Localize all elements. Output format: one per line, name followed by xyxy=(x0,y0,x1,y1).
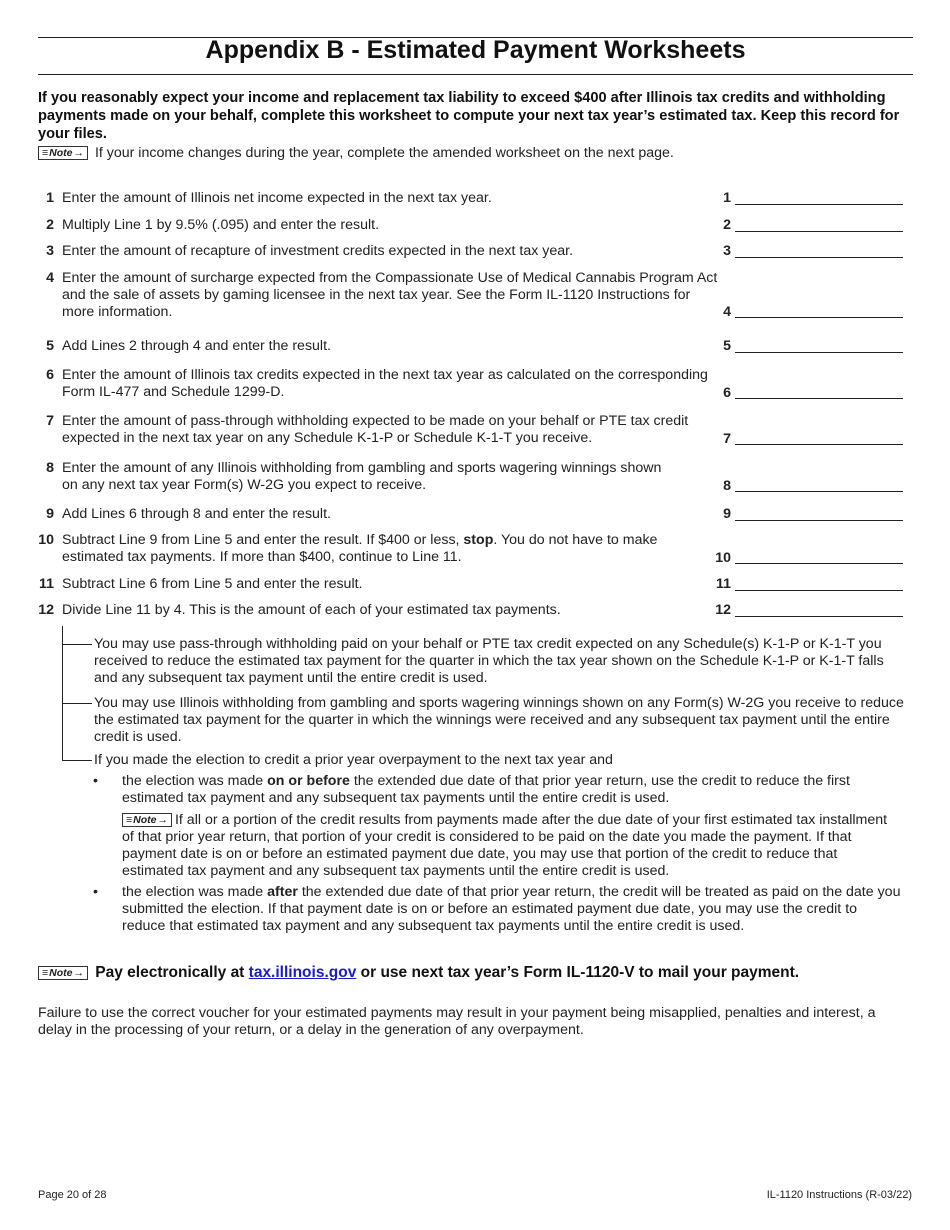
w2g-note: You may use Illinois withholding from gambling and sports wagering winnings shown on any Form(s) W-2G you receive to reduce the estimated tax payment for the quarter in which the winnings were received and any subsequent tax payment until the entire credit is used. xyxy=(94,695,904,745)
tax-illinois-link[interactable]: tax.illinois.gov xyxy=(248,964,357,981)
pay-electronically xyxy=(38,964,913,982)
line-ref: 2 xyxy=(723,217,731,233)
line-ref: 6 xyxy=(723,385,731,401)
line-10-text-a: Subtract Line 9 from Line 5 and enter the result. If $400 or less, xyxy=(62,532,464,548)
page-number: Page 20 of 28 xyxy=(38,1189,107,1201)
line-12-entry[interactable] xyxy=(735,616,903,617)
line-text: Multiply Line 1 by 9.5% (.095) and enter the result. xyxy=(62,217,380,233)
pass-through-note: You may use pass-through withholding paid on your behalf or PTE tax credit expected on any Schedule(s) K-1-P or K-1-T you received to reduce the estimated tax payment for the quarter in which the tax year shown on the Schedule K-1-P or K-1-T falls and any subsequent tax payment until the entire credit is used. xyxy=(94,636,884,686)
line-text: Divide Line 11 by 4. This is the amount of each of your estimated tax payments. xyxy=(62,602,561,618)
line-ref: 4 xyxy=(723,304,731,320)
line-10-stop: stop xyxy=(463,532,494,548)
line-text: Enter the amount of recapture of investment credits expected in the next tax year. xyxy=(62,243,574,259)
pay-text-a: Pay electronically at xyxy=(95,964,249,981)
line-text: Enter the amount of pass-through withholding expected to be made on your behalf or PTE tax credit expected in the next tax year on any Schedule K-1-P or Schedule K-1-T you receive. xyxy=(62,413,689,446)
line-number: 4 xyxy=(46,270,54,286)
line-4-entry[interactable] xyxy=(735,317,903,318)
bullet1-note-text: If all or a portion of the credit results from payments made after the due date of your first estimated tax installment of that prior year return, that portion of your credit is considered to be paid on the date you made the payment. If that payment date is on or before an estimated payment due date, you may use that portion of the credit to reduce that estimated tax payment and any subsequent tax payments until the entire credit is used. xyxy=(122,812,888,879)
bullet-icon: • xyxy=(93,884,98,900)
line-1-entry[interactable] xyxy=(735,204,903,205)
line-ref: 10 xyxy=(715,550,731,566)
line-ref: 11 xyxy=(716,576,731,592)
line-3-entry[interactable] xyxy=(735,257,903,258)
bullet2-text-b: the extended due date of that prior year return, the credit will be treated as paid on the date you submitted the election. If that payment date is on or before an estimated payment due date, you may use the credit to reduce that estimated tax payment and any subsequent tax payments until the entire credit is used. xyxy=(122,884,901,934)
line-text: Enter the amount of any Illinois withholding from gambling and sports wagering winnings shown on any next tax year Form(s) W-2G you expect to receive. xyxy=(62,460,662,493)
line-ref: 12 xyxy=(715,602,731,618)
bullet1-text-b: the extended due date of that prior year return, use the credit to reduce the first estimated tax payment and any subsequent tax payments until the entire credit is used. xyxy=(122,773,850,806)
line-9-entry[interactable] xyxy=(735,520,903,521)
line-10-entry[interactable] xyxy=(735,563,903,564)
line-ref: 9 xyxy=(723,506,731,522)
failure-warning: Failure to use the correct voucher for your estimated payments may result in your payment being misapplied, penalties and interest, a delay in the processing of your return, or a delay in the generation of any overpayment. xyxy=(38,1005,876,1038)
line-text: Subtract Line 6 from Line 5 and enter the result. xyxy=(62,576,363,592)
line-number: 9 xyxy=(46,506,54,522)
note-icon: ≡ Note → xyxy=(38,966,88,980)
line-5-entry[interactable] xyxy=(735,352,903,353)
bullet1-bold: on or before xyxy=(267,773,350,789)
bullet-icon: • xyxy=(93,773,98,789)
bullet-on-or-before xyxy=(122,773,902,807)
line-text: Add Lines 2 through 4 and enter the result. xyxy=(62,338,331,354)
line-ref: 7 xyxy=(723,431,731,447)
line-6-entry[interactable] xyxy=(735,398,903,399)
page-title: Appendix B - Estimated Payment Worksheets xyxy=(205,36,746,64)
line-8-entry[interactable] xyxy=(735,491,903,492)
line-10-text-b: . You do not have to make estimated tax payments. If more than $400, continue to Line 11. xyxy=(62,532,658,565)
intro-note xyxy=(38,145,913,161)
bracket-tick xyxy=(62,760,92,761)
line-ref: 8 xyxy=(723,478,731,494)
bracket-connector xyxy=(62,626,63,760)
line-number: 3 xyxy=(46,243,54,259)
bullet-after xyxy=(122,884,902,935)
form-revision: IL-1120 Instructions (R-03/22) xyxy=(766,1189,912,1201)
line-ref: 1 xyxy=(723,190,731,206)
bullet2-bold: after xyxy=(267,884,298,900)
line-number: 1 xyxy=(46,190,54,206)
line-7-entry[interactable] xyxy=(735,444,903,445)
line-number: 7 xyxy=(46,413,54,429)
bracket-tick xyxy=(62,703,92,704)
line-text xyxy=(62,532,662,566)
line-2-entry[interactable] xyxy=(735,231,903,232)
line-text: Enter the amount of Illinois tax credits expected in the next tax year as calculated on the corresponding Form IL-477 and Schedule 1299-D. xyxy=(62,367,708,400)
pay-text-b: or use next tax year’s Form IL-1120-V to mail your payment. xyxy=(356,964,800,981)
bullet2-text-a: the election was made xyxy=(122,884,268,900)
line-number: 5 xyxy=(46,338,54,354)
bullet1-note xyxy=(122,812,902,880)
line-number: 2 xyxy=(46,217,54,233)
bullet1-text-a: the election was made xyxy=(122,773,268,789)
line-number: 11 xyxy=(39,576,54,592)
line-number: 12 xyxy=(38,602,54,618)
line-11-entry[interactable] xyxy=(735,590,903,591)
note-icon: ≡ Note → xyxy=(38,146,88,160)
line-text: Enter the amount of Illinois net income expected in the next tax year. xyxy=(62,190,492,206)
intro-note-text: If your income changes during the year, complete the amended worksheet on the next page. xyxy=(94,145,674,161)
line-text: Add Lines 6 through 8 and enter the result. xyxy=(62,506,331,522)
line-ref: 3 xyxy=(723,243,731,259)
line-number: 8 xyxy=(46,460,54,476)
line-number: 6 xyxy=(46,367,54,383)
line-number: 10 xyxy=(38,532,54,548)
title-underline xyxy=(38,74,913,75)
line-ref: 5 xyxy=(723,338,731,354)
bracket-tick xyxy=(62,644,92,645)
note-icon: ≡ Note → xyxy=(122,813,172,827)
intro-text: If you reasonably expect your income and replacement tax liability to exceed $400 after Illinois tax credits and withholding payments made on your behalf, complete this worksheet to compute your next tax year’s estimated tax. Keep this record for your files. xyxy=(38,90,900,142)
election-intro: If you made the election to credit a prior year overpayment to the next tax year and xyxy=(94,752,613,768)
line-text: Enter the amount of surcharge expected from the Compassionate Use of Medical Cannabis Program Act and the sale of assets by gaming licensee in the next tax year. See the Form IL-1120 Instructions for more information. xyxy=(62,270,718,320)
